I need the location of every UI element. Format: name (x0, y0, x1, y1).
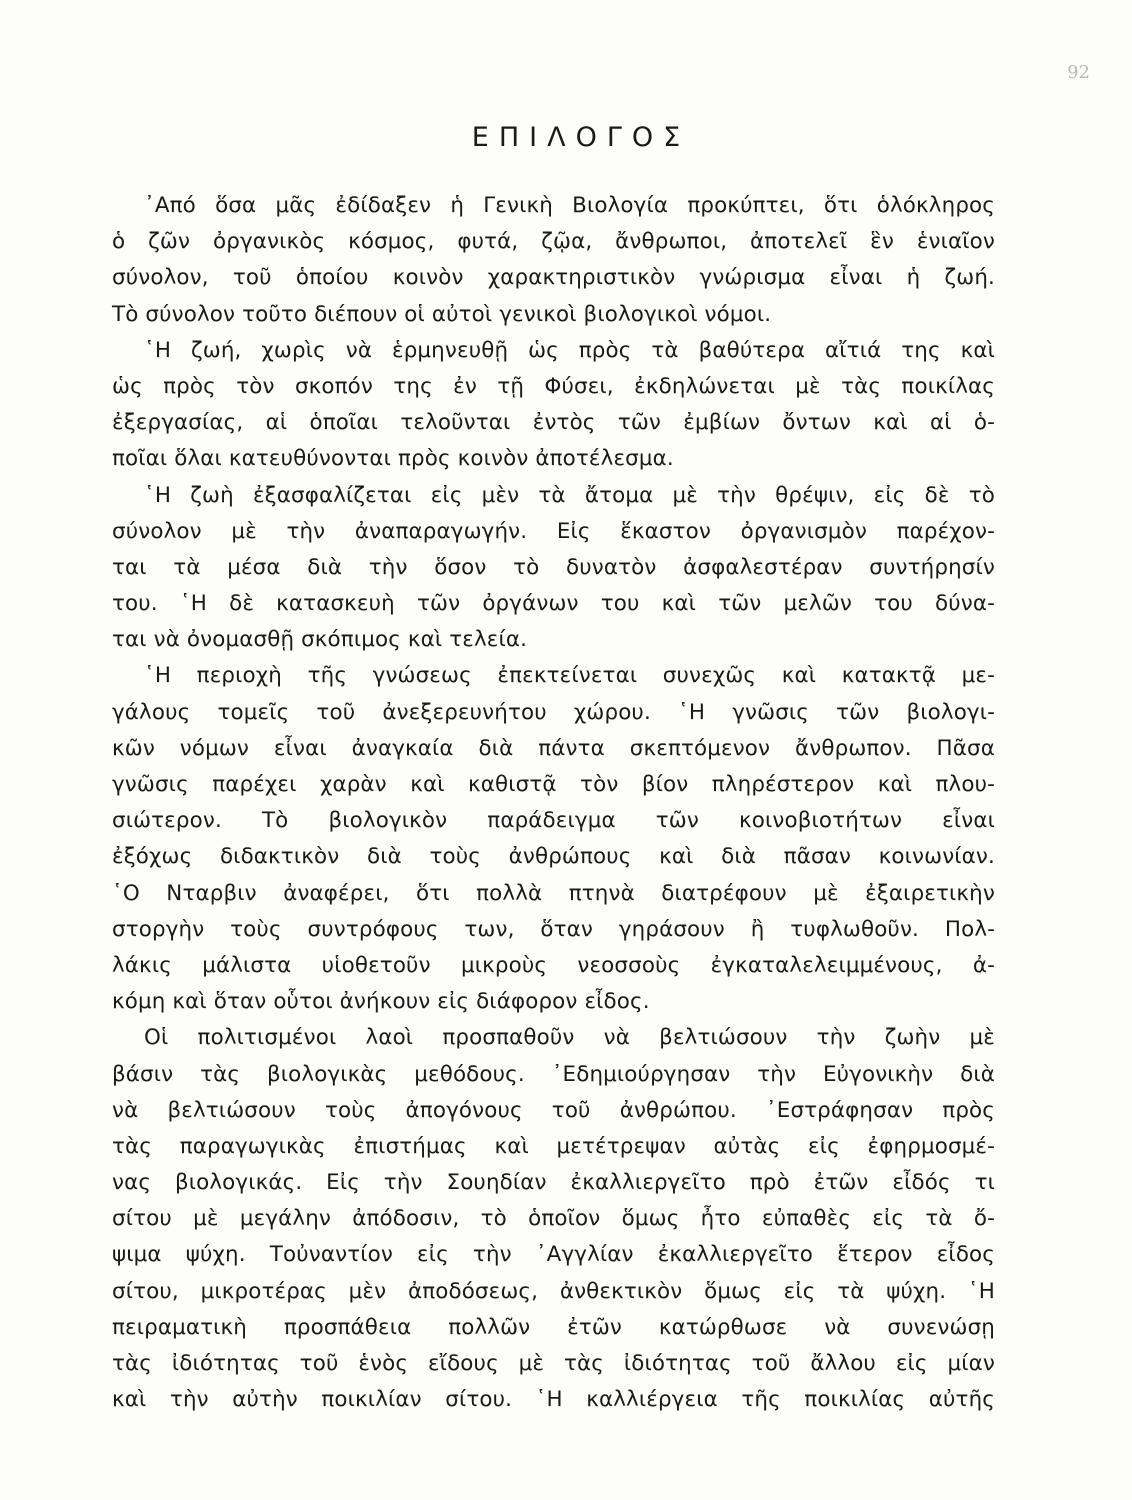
text-line: βάσιν τὰς βιολογικὰς μεθόδους. ᾿Εδημιούργησαν τὴν Εὐγονικὴν διὰ (112, 1061, 995, 1087)
text-line: ῾Η ζωή, χωρὶς νὰ ἑρμηνευθῇ ὡς πρὸς τὰ βαθύτερα αἴτιά της καὶ (144, 337, 995, 363)
page-number: 92 (1067, 62, 1090, 83)
text-line: ἐξεργασίας, αἱ ὁποῖαι τελοῦνται ἐντὸς τῶν ἐμβίων ὄντων καὶ αἱ ὁ- (112, 410, 995, 436)
text-line: νας βιολογικάς. Εἰς τὴν Σουηδίαν ἐκαλλιεργεῖτο πρὸ ἐτῶν εἶδός τι (112, 1170, 995, 1196)
text-line: ῾Η περιοχὴ τῆς γνώσεως ἐπεκτείνεται συνεχῶς καὶ κατακτᾷ με- (144, 663, 995, 689)
text-line: ῾Η ζωὴ ἐξασφαλίζεται εἰς μὲν τὰ ἄτομα μὲ τὴν θρέψιν, εἰς δὲ τὸ (144, 482, 995, 508)
text-line: σύνολον μὲ τὴν ἀναπαραγωγήν. Εἰς ἕκαστον ὀργανισμὸν παρέχον- (112, 518, 995, 544)
text-line: κῶν νόμων εἶναι ἀναγκαία διὰ πάντα σκεπτόμενον ἄνθρωπον. Πᾶσα (112, 735, 995, 761)
text-line: κόμη καὶ ὅταν οὗτοι ἀνήκουν εἰς διάφορον εἶδος. (112, 989, 650, 1015)
text-line: τὰς παραγωγικὰς ἐπιστήμας καὶ μετέτρεψαν αὐτὰς εἰς ἐφηρμοσμέ- (112, 1133, 995, 1159)
text-line: ὡς πρὸς τὸν σκοπόν της ἐν τῇ Φύσει, ἐκδηλώνεται μὲ τὰς ποικίλας (112, 373, 995, 399)
body-text (112, 188, 995, 1418)
text-line: γάλους τομεῖς τοῦ ἀνεξερευνήτου χώρου. ῾Η γνῶσις τῶν βιολογι- (112, 699, 995, 725)
text-line: του. ῾Η δὲ κατασκευὴ τῶν ὀργάνων του καὶ τῶν μελῶν του δύνα- (112, 591, 995, 617)
text-line: ἐξόχως διδακτικὸν διὰ τοὺς ἀνθρώπους καὶ διὰ πᾶσαν κοινωνίαν. (112, 844, 995, 870)
text-line: σίτου μὲ μεγάλην ἀπόδοσιν, τὸ ὁποῖον ὅμως ἦτο εὐπαθὲς εἰς τὰ ὄ- (112, 1206, 995, 1232)
text-line: σίτου, μικροτέρας μὲν ἀποδόσεως, ἀνθεκτικὸν ὅμως εἰς τὰ ψύχη. ῾Η (112, 1278, 995, 1304)
text-line: ᾿Από ὅσα μᾶς ἐδίδαξεν ἡ Γενικὴ Βιολογία προκύπτει, ὅτι ὁλόκληρος (144, 193, 995, 218)
text-line: ψιμα ψύχη. Τοὐναντίον εἰς τὴν ᾿Αγγλίαν ἐκαλλιεργεῖτο ἕτερον εἶδος (112, 1242, 995, 1268)
text-line: ται τὰ μέσα διὰ τὴν ὅσον τὸ δυνατὸν ἀσφαλεστέραν συντήρησίν (112, 554, 995, 580)
text-line: ῾Ο Νταρβιν ἀναφέρει, ὅτι πολλὰ πτηνὰ διατρέφουν μὲ ἐξαιρετικὴν (112, 880, 995, 906)
text-line: τὰς ἰδιότητας τοῦ ἑνὸς εἴδους μὲ τὰς ἰδιότητας τοῦ ἄλλου εἰς μίαν (112, 1351, 995, 1376)
text-line: ποῖαι ὅλαι κατευθύνονται πρὸς κοινὸν ἀποτέλεσμα. (112, 446, 674, 472)
text-line: γνῶσις παρέχει χαρὰν καὶ καθιστᾷ τὸν βίον πληρέστερον καὶ πλου- (112, 772, 995, 797)
text-line: στοργὴν τοὺς συντρόφους των, ὅταν γηράσουν ἢ τυφλωθοῦν. Πολ- (112, 916, 995, 942)
text-line: καὶ τὴν αὐτὴν ποικιλίαν σίτου. ῾Η καλλιέργεια τῆς ποικιλίας αὐτῆς (112, 1387, 995, 1413)
text-line: σύνολον, τοῦ ὁποίου κοινὸν χαρακτηριστικὸν γνώρισμα εἶναι ἡ ζωή. (112, 265, 995, 291)
text-line: σιώτερον. Τὸ βιολογικὸν παράδειγμα τῶν κοινοβιοτήτων εἶναι (112, 808, 995, 834)
text-line: πειραματικὴ προσπάθεια πολλῶν ἐτῶν κατώρθωσε νὰ συνενώσῃ (112, 1314, 995, 1340)
text-line: λάκις μάλιστα υἱοθετοῦν μικροὺς νεοσσοὺς ἐγκαταλελειμμένους, ἀ- (112, 952, 995, 978)
text-line: Οἱ πολιτισμένοι λαοὶ προσπαθοῦν νὰ βελτιώσουν τὴν ζωὴν μὲ (144, 1025, 995, 1051)
text-line: ὁ ζῶν ὀργανικὸς κόσμος, φυτά, ζῷα, ἄνθρωποι, ἀποτελεῖ ἓν ἑνιαῖον (112, 229, 995, 255)
text-line: ται νὰ ὀνομασθῇ σκόπιμος καὶ τελεία. (112, 627, 528, 653)
text-line: Τὸ σύνολον τοῦτο διέπουν οἱ αὐτοὶ γενικοὶ βιολογικοὶ νόμοι. (112, 301, 772, 327)
chapter-title: ΕΠΙΛΟΓΟΣ (471, 122, 691, 153)
text-line: νὰ βελτιώσουν τοὺς ἀπογόνους τοῦ ἀνθρώπου. ᾿Εστράφησαν πρὸς (112, 1097, 995, 1123)
